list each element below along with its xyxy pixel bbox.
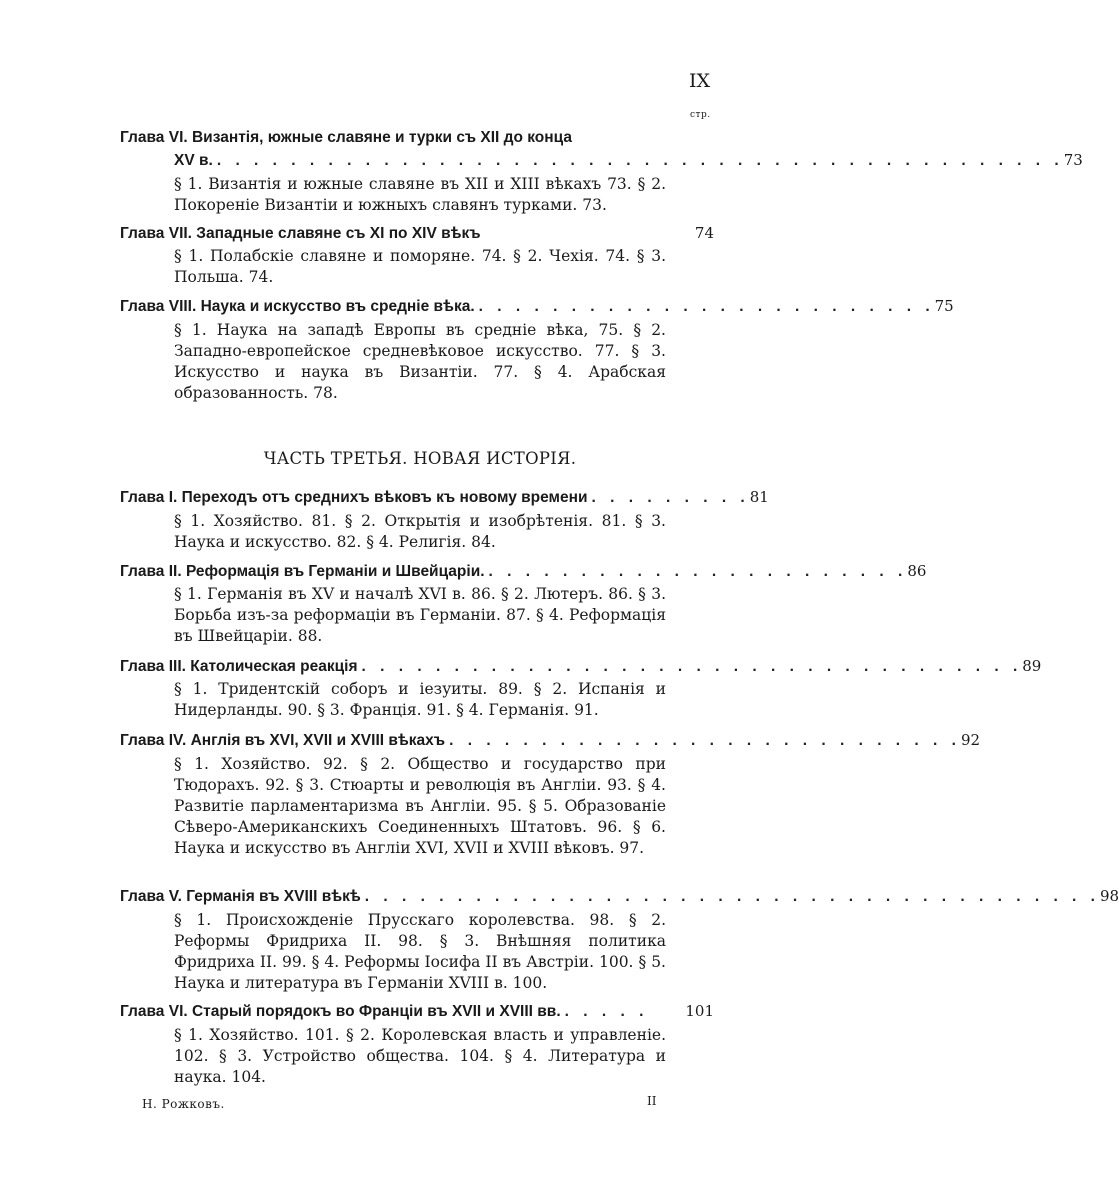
- chapter-page: 74: [694, 224, 714, 242]
- page-column-label: стр.: [690, 110, 711, 120]
- chapter-title: Глава VI. Византія, южные славяне и турки съ XII до конца: [120, 129, 572, 146]
- chapter-sections: § 1. Происхожденіе Прусскаго королевства. 98. § 2. Реформы Фридриха II. 98. § 3. Внѣшняя политика Фридриха II. 99. § 4. Реформы Іосифа II въ Австріи. 100. § 5. Наука и литература въ Германіи XVIII в. 100.: [174, 911, 666, 992]
- chapter-page: 81: [749, 488, 769, 506]
- chapter-page: 75: [934, 297, 954, 315]
- chapter-page: 92: [960, 731, 981, 749]
- footer-author: Н. Рожковъ.: [142, 1097, 225, 1111]
- chapter-sections: § 1. Хозяйство. 101. § 2. Королевская власть и управленіе. 102. § 3. Устройство общества. 104. § 4. Литература и наука. 104.: [174, 1026, 666, 1086]
- chapter-heading: [120, 295, 954, 318]
- chapter-title: Глава IV. Англія въ XVI, XVII и XVIII вѣкахъ: [120, 732, 446, 749]
- dot-leader: . . . . . . . . . . . . . . . . . . . . . . . . . . . . . . . . . . . . . . . . . . . . . .: [216, 152, 1064, 169]
- chapter-sections: § 1. Хозяйство. 81. § 2. Открытія и изобрѣтенія. 81. § 3. Наука и искусство. 82. § 4. Религія. 84.: [174, 512, 666, 551]
- chapter-heading: [120, 655, 1042, 678]
- chapter-heading: [120, 222, 714, 245]
- chapter-sections: § 1. Византія и южные славяне въ XII и XIII вѣкахъ 73. § 2. Покореніе Византіи и южныхъ славянъ турками. 73.: [174, 175, 666, 214]
- chapter-heading: [120, 127, 1083, 172]
- dot-leader: . . . . .: [564, 1003, 649, 1020]
- chapter-title: Глава VII. Западные славяне съ XI по XIV вѣкъ: [120, 225, 481, 242]
- chapter-title: Глава I. Переходъ отъ среднихъ вѣковъ къ новому времени: [120, 489, 588, 506]
- dot-leader: . . . . . . . . . . . . . . . . . . . . . . . . . . . .: [449, 732, 961, 749]
- page-number: IX: [689, 70, 711, 92]
- chapter-heading: [120, 486, 769, 509]
- part-title: ЧАСТЬ ТРЕТЬЯ. НОВАЯ ИСТОРІЯ.: [263, 449, 577, 468]
- chapter-sections: § 1. Наука на западѣ Европы въ средніе вѣка, 75. § 2. Западно-европейское средневѣковое искусство. 77. § 3. Искусство и наука въ Византіи. 77. § 4. Арабская образованность. 78.: [174, 321, 666, 402]
- chapter-page: 101: [685, 1002, 714, 1020]
- chapter-title: Глава V. Германія въ XVIII вѣкѣ: [120, 888, 361, 905]
- chapter-heading: [120, 885, 1119, 908]
- dot-leader: . . . . . . . . . . . . . . . . . . . . . . .: [488, 563, 908, 580]
- chapter-sections: § 1. Тридентскій соборъ и іезуиты. 89. § 2. Испанія и Нидерланды. 90. § 3. Франція. 91. § 4. Германія. 91.: [174, 680, 666, 719]
- dot-leader: . . . . . . . . .: [591, 489, 750, 506]
- chapter-sections: § 1. Германія въ XV и началѣ XVI в. 86. § 2. Лютеръ. 86. § 3. Борьба изъ-за реформаціи въ Германіи. 87. § 4. Реформація въ Швейцаріи. 88.: [174, 585, 666, 645]
- dot-leader: . . . . . . . . . . . . . . . . . . . . . . . . . . . . . . . . . . . . . . . .: [364, 888, 1100, 905]
- chapter-heading: [120, 729, 981, 752]
- chapter-page: 98: [1099, 887, 1119, 905]
- chapter-title: Глава VIII. Наука и искусство въ средніе вѣка.: [120, 298, 475, 315]
- chapter-sections: § 1. Полабскіе славяне и поморяне. 74. § 2. Чехія. 74. § 3. Польша. 74.: [174, 247, 666, 286]
- chapter-page: 86: [907, 562, 927, 580]
- chapter-sections: § 1. Хозяйство. 92. § 2. Общество и государство при Тюдорахъ. 92. § 3. Стюарты и революція въ Англіи. 93. § 4. Развитіе парламентаризма въ Англіи. 95. § 5. Образованіе Сѣверо-Американскихъ Соединенныхъ Штатовъ. 96. § 6. Наука и искусство въ Англіи XVI, XVII и XVIII вѣковъ. 97.: [174, 755, 666, 857]
- dot-leader: . . . . . . . . . . . . . . . . . . . . . . . . .: [478, 298, 935, 315]
- chapter-title: Глава II. Реформація въ Германіи и Швейцаріи.: [120, 563, 485, 580]
- dot-leader: . . . . . . . . . . . . . . . . . . . . . . . . . . . . . . . . . . . .: [361, 658, 1023, 675]
- chapter-heading: [120, 1000, 714, 1023]
- chapter-heading: [120, 560, 927, 583]
- chapter-title-continuation: XV в.: [174, 152, 213, 169]
- chapter-page: 89: [1022, 657, 1042, 675]
- chapter-title: Глава VI. Старый порядокъ во Франціи въ XVII и XVIII вв.: [120, 1003, 561, 1020]
- chapter-page: 73: [1063, 151, 1083, 169]
- chapter-title: Глава III. Католическая реакція: [120, 658, 358, 675]
- footer-signature-mark: II: [647, 1094, 657, 1108]
